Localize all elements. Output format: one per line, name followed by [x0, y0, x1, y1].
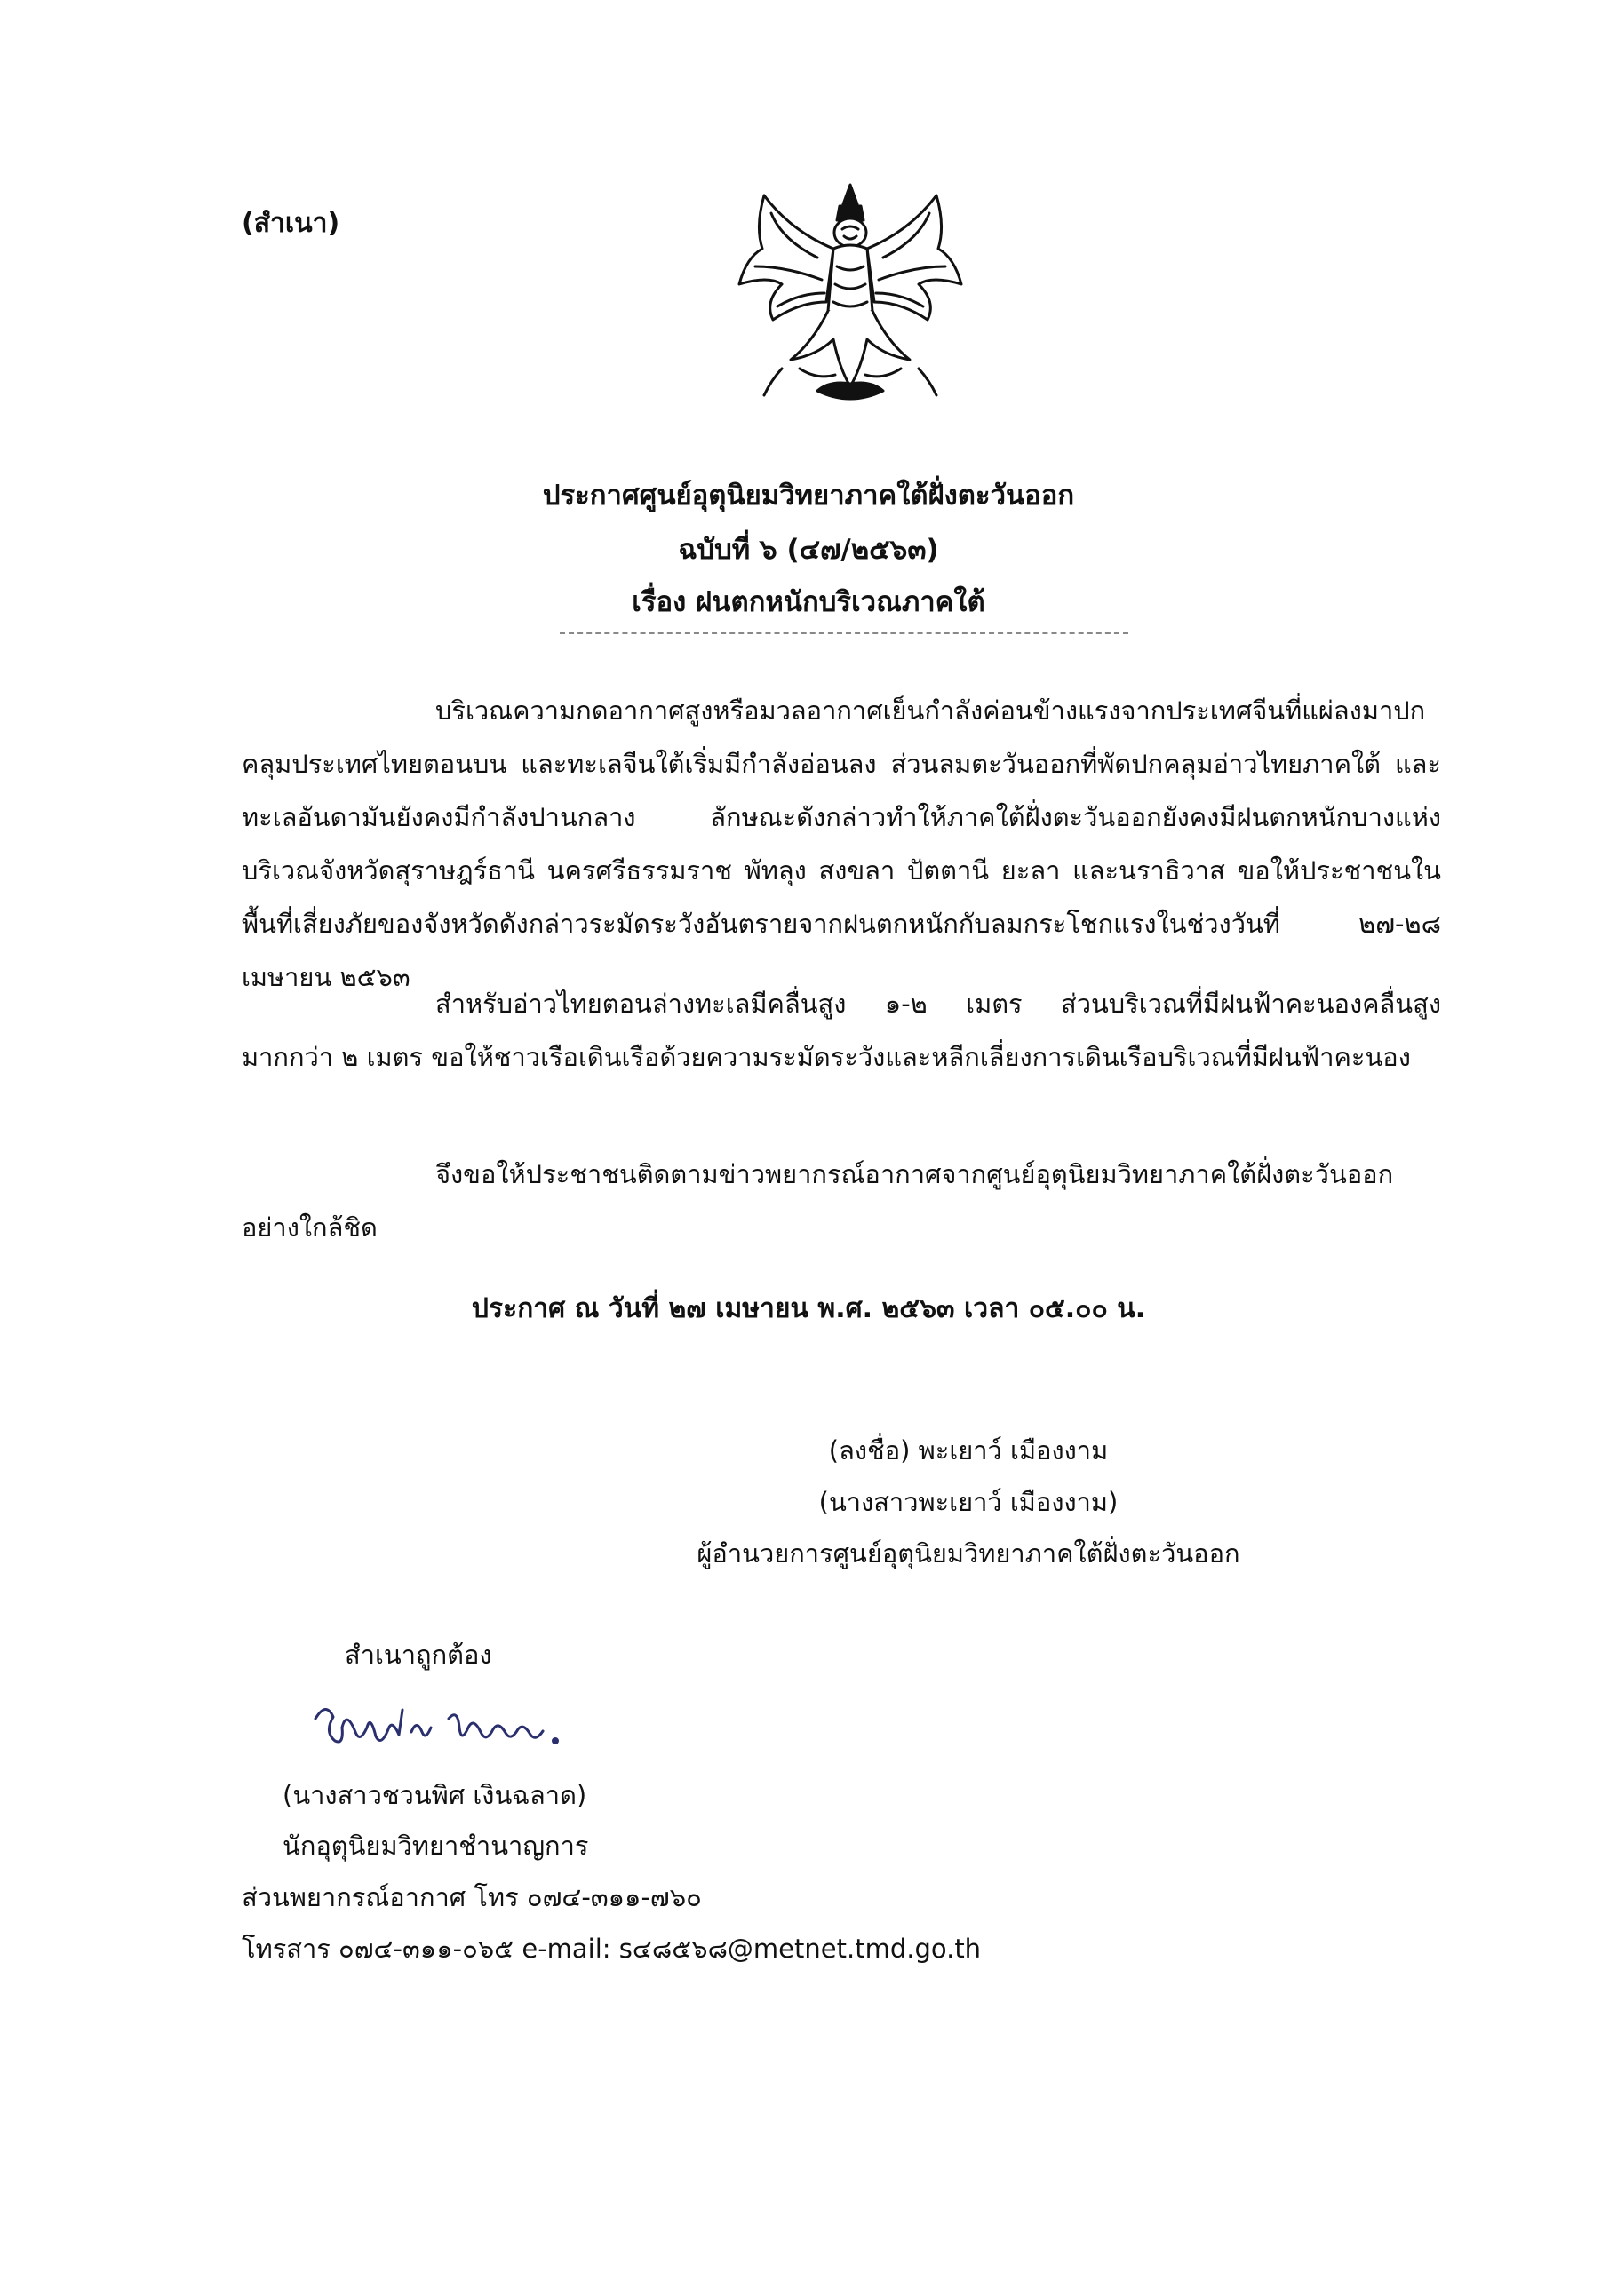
contact-phone: ส่วนพยากรณ์อากาศ โทร ๐๗๔-๓๑๑-๗๖๐: [242, 1882, 702, 1912]
signatory-name: (นางสาวพะเยาว์ เมืองงาม): [818, 1487, 1119, 1517]
handwritten-signature: [307, 1692, 573, 1763]
body-paragraph-2: สำหรับอ่าวไทยตอนล่างทะเลมีคลื่นสูง ๑-๒ เมตร ส่วนบริเวณที่มีฝนฟ้าคะนองคลื่นสูงมากกว่า ๒ เมตร ขอให้ชาวเรือเดินเรือด้วยความระมัดระวังและหลีกเลี่ยงการเดินเรือบริเวณที่มีฝนฟ้าคะนอง: [242, 989, 1441, 1072]
copy-mark: (สำเนา): [242, 208, 340, 239]
body-paragraph-1: บริเวณความกดอากาศสูงหรือมวลอากาศเย็นกำลังค่อนข้างแรงจากประเทศจีนที่แผ่ลงมาปกคลุมประเทศไทยตอนบน และทะเลจีนใต้เริ่มมีกำลังอ่อนลง ส่วนลมตะวันออกที่พัดปกคลุมอ่าวไทยภาคใต้ และทะเลอันดามันยังคงมีกำลังปานกลาง ลักษณะดังกล่าวทำให้ภาคใต้ฝั่งตะวันออกยังคงมีฝนตกหนักบางแห่ง บริเวณจังหวัดสุราษฎร์ธานี นครศรีธรรมราช พัทลุง สงขลา ปัตตานี ยะลา และนราธิวาส ขอให้ประชาชนในพื้นที่เสี่ยงภัยของจังหวัดดังกล่าวระมัดระวังอันตรายจากฝนตกหนักกับลมกระโชกแรงในช่วงวันที่ ๒๗-๒๘ เมษายน ๒๕๖๓: [242, 695, 1441, 992]
announcement-subject: เรื่อง ฝนตกหนักบริเวณภาคใต้: [632, 586, 985, 618]
header-divider: [560, 632, 1128, 634]
garuda-emblem-icon: [729, 178, 973, 413]
signatory-position: ผู้อำนวยการศูนย์อุตุนิยมวิทยาภาคใต้ฝั่งตะวันออก: [697, 1538, 1240, 1569]
contact-fax-email: โทรสาร ๐๗๔-๓๑๑-๐๖๕ e-mail: s๔๘๕๖๘@metnet.tmd.go.th: [242, 1934, 982, 1964]
certifier-name: (นางสาวชวนพิศ เงินฉลาด): [283, 1780, 587, 1810]
announcement-title: ประกาศศูนย์อุตุนิยมวิทยาภาคใต้ฝั่งตะวันออก: [542, 480, 1075, 512]
announcement-number: ฉบับที่ ๖ (๔๗/๒๕๖๓): [678, 534, 939, 566]
body-paragraph-3: จึงขอให้ประชาชนติดตามข่าวพยากรณ์อากาศจากศูนย์อุตุนิยมวิทยาภาคใต้ฝั่งตะวันออกอย่างใกล้ชิด: [242, 1159, 1394, 1243]
announcement-date: ประกาศ ณ วันที่ ๒๗ เมษายน พ.ศ. ๒๕๖๓ เวลา ๐๕.๐๐ น.: [471, 1293, 1146, 1324]
certified-copy-label: สำเนาถูกต้อง: [345, 1640, 492, 1670]
certifier-title: นักอุตุนิยมวิทยาชำนาญการ: [283, 1831, 589, 1861]
signatory-signed: (ลงชื่อ) พะเยาว์ เมืองงาม: [828, 1435, 1109, 1466]
